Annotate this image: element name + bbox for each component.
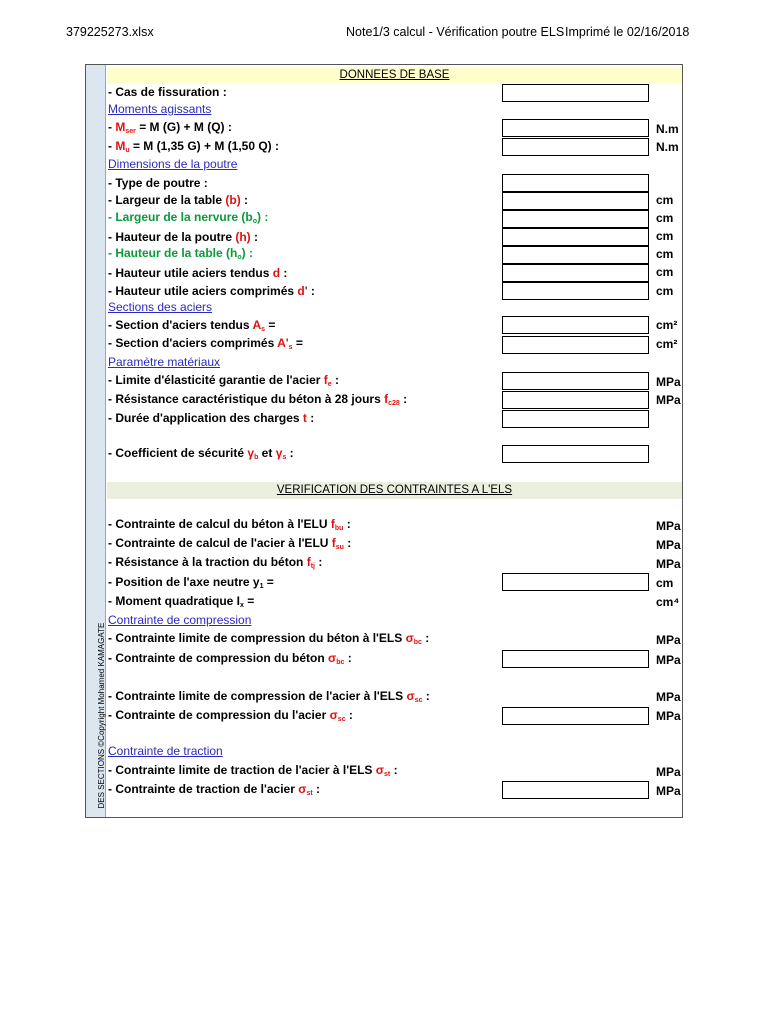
copyright-text: DES SECTIONS ©Copyright Mohamed KAMAGATE xyxy=(96,622,106,809)
input-section-aciers-comprimes[interactable] xyxy=(502,336,649,354)
row-duree-charges: - Durée d'application des charges t : xyxy=(108,411,315,425)
input-compression-acier[interactable] xyxy=(502,707,649,725)
unit-mser: N.m xyxy=(656,122,679,136)
unit-axe-neutre: cm xyxy=(656,576,674,590)
input-resistance-beton[interactable] xyxy=(502,391,649,409)
section-compression: Contrainte de compression xyxy=(108,613,252,627)
unit-mu: N.m xyxy=(656,140,679,154)
row-limite-compression-acier: - Contrainte limite de compression de l'acier à l'ELS $\sigma_{sc}$ : xyxy=(108,689,430,704)
unit-compression-beton: MPa xyxy=(656,653,681,667)
row-fissuration: - Cas de fissuration : xyxy=(108,85,227,99)
header-filename: 379225273.xlsx xyxy=(66,25,154,39)
header-title: Note1/3 calcul - Vérification poutre ELS xyxy=(346,25,565,39)
row-mser: - $M_{ser} = M$ (G) + M (Q) : xyxy=(108,120,232,135)
unit-section-aciers-tendus: cm² xyxy=(656,318,678,332)
row-section-aciers-comprimes: - Section d'aciers comprimés $A'_s$ = xyxy=(108,336,303,351)
unit-ftj: MPa xyxy=(656,557,681,571)
row-resistance-beton: - Résistance caractéristique du béton à 28 jours $f_{c28}$ : xyxy=(108,392,408,407)
row-contrainte-fbu: - Contrainte de calcul du béton à l'ELU $f_{bu}$ : xyxy=(108,517,351,532)
row-hauteur-utile-comprimes: - Hauteur utile aciers comprimés d' : xyxy=(108,284,315,298)
band-verification: VERIFICATION DES CONTRAINTES A L'ELS xyxy=(107,482,682,499)
input-hauteur-table[interactable] xyxy=(502,246,649,264)
row-traction-acier: - Contrainte de traction de l'acier $\sigma_{st}$ : xyxy=(108,782,321,797)
input-compression-beton[interactable] xyxy=(502,650,649,668)
input-mu[interactable] xyxy=(502,138,649,156)
input-mser[interactable] xyxy=(502,119,649,137)
unit-hauteur-poutre: cm xyxy=(656,229,674,243)
input-hauteur-utile-tendus[interactable] xyxy=(502,264,649,282)
band-donnees-base: DONNEES DE BASE xyxy=(107,67,682,84)
input-fissuration[interactable] xyxy=(502,84,649,102)
unit-fbu: MPa xyxy=(656,519,681,533)
input-type-poutre[interactable] xyxy=(502,174,649,192)
row-compression-acier: - Contrainte de compression du l'acier $\sigma_{sc}$ : xyxy=(108,708,353,723)
row-type-poutre: - Type de poutre : xyxy=(108,176,208,190)
row-section-aciers-tendus: - Section d'aciers tendus $A_s$ = xyxy=(108,318,276,333)
row-largeur-nervure: - Largeur de la nervure $(b_o)$ : xyxy=(108,210,269,225)
unit-fsu: MPa xyxy=(656,538,681,552)
row-largeur-table: - Largeur de la table (b) : xyxy=(108,193,249,207)
input-section-aciers-tendus[interactable] xyxy=(502,316,649,334)
unit-hauteur-utile-comprimes: cm xyxy=(656,284,674,298)
input-axe-neutre[interactable] xyxy=(502,573,649,591)
row-moment-quadratique: - Moment quadratique $I_x$ = xyxy=(108,594,255,609)
input-coefficient-securite[interactable] xyxy=(502,445,649,463)
row-limite-elasticite: - Limite d'élasticité garantie de l'acier $f_e$ : xyxy=(108,373,340,388)
unit-traction-acier: MPa xyxy=(656,784,681,798)
row-axe-neutre: - Position de l'axe neutre $y_1$ = xyxy=(108,575,274,590)
unit-limite-elasticite: MPa xyxy=(656,375,681,389)
unit-limite-compression-beton: MPa xyxy=(656,633,681,647)
section-moments: Moments agissants xyxy=(108,102,212,116)
row-hauteur-utile-tendus: - Hauteur utile aciers tendus d : xyxy=(108,266,288,280)
unit-limite-traction-acier: MPa xyxy=(656,765,681,779)
copyright-sidebar xyxy=(86,65,106,817)
row-hauteur-poutre: - Hauteur de la poutre (h) : xyxy=(108,230,259,244)
row-compression-beton: - Contrainte de compression du béton $\sigma_{bc}$ : xyxy=(108,651,352,666)
unit-hauteur-utile-tendus: cm xyxy=(656,265,674,279)
row-contrainte-fsu: - Contrainte de calcul de l'acier à l'ELU $f_{su}$ : xyxy=(108,536,352,551)
input-largeur-table[interactable] xyxy=(502,192,649,210)
row-hauteur-table: - Hauteur de la table $(h_o)$ : xyxy=(108,246,253,261)
input-hauteur-poutre[interactable] xyxy=(502,228,649,246)
section-materiaux: Paramètre matériaux xyxy=(108,355,221,369)
unit-moment-quadratique: cm⁴ xyxy=(656,595,680,609)
row-limite-compression-beton: - Contrainte limite de compression du béton à l'ELS $\sigma_{bc}$ : xyxy=(108,631,430,646)
row-coefficient-securite: - Coefficient de sécurité $\gamma_b$ et $\gamma_s$ : xyxy=(108,446,294,461)
section-aciers: Sections des aciers xyxy=(108,300,213,314)
input-largeur-nervure[interactable] xyxy=(502,210,649,228)
unit-largeur-nervure: cm xyxy=(656,211,674,225)
unit-largeur-table: cm xyxy=(656,193,674,207)
row-resistance-traction: - Résistance à la traction du béton $f_{tj}$ : xyxy=(108,555,323,570)
input-limite-elasticite[interactable] xyxy=(502,372,649,390)
input-hauteur-utile-comprimes[interactable] xyxy=(502,282,649,300)
section-traction: Contrainte de traction xyxy=(108,744,223,758)
section-dimensions: Dimensions de la poutre xyxy=(108,157,238,171)
unit-resistance-beton: MPa xyxy=(656,393,681,407)
row-mu: - $M_u = M$ (1,35 G) + M (1,50 Q) : xyxy=(108,139,279,154)
input-duree-charges[interactable] xyxy=(502,410,649,428)
unit-section-aciers-comprimes: cm² xyxy=(656,337,678,351)
unit-limite-compression-acier: MPa xyxy=(656,690,681,704)
row-limite-traction-acier: - Contrainte limite de traction de l'acier à l'ELS $\sigma_{st}$ : xyxy=(108,763,398,778)
header-printed: Imprimé le 02/16/2018 xyxy=(565,25,690,39)
input-traction-acier[interactable] xyxy=(502,781,649,799)
unit-hauteur-table: cm xyxy=(656,247,674,261)
unit-compression-acier: MPa xyxy=(656,709,681,723)
